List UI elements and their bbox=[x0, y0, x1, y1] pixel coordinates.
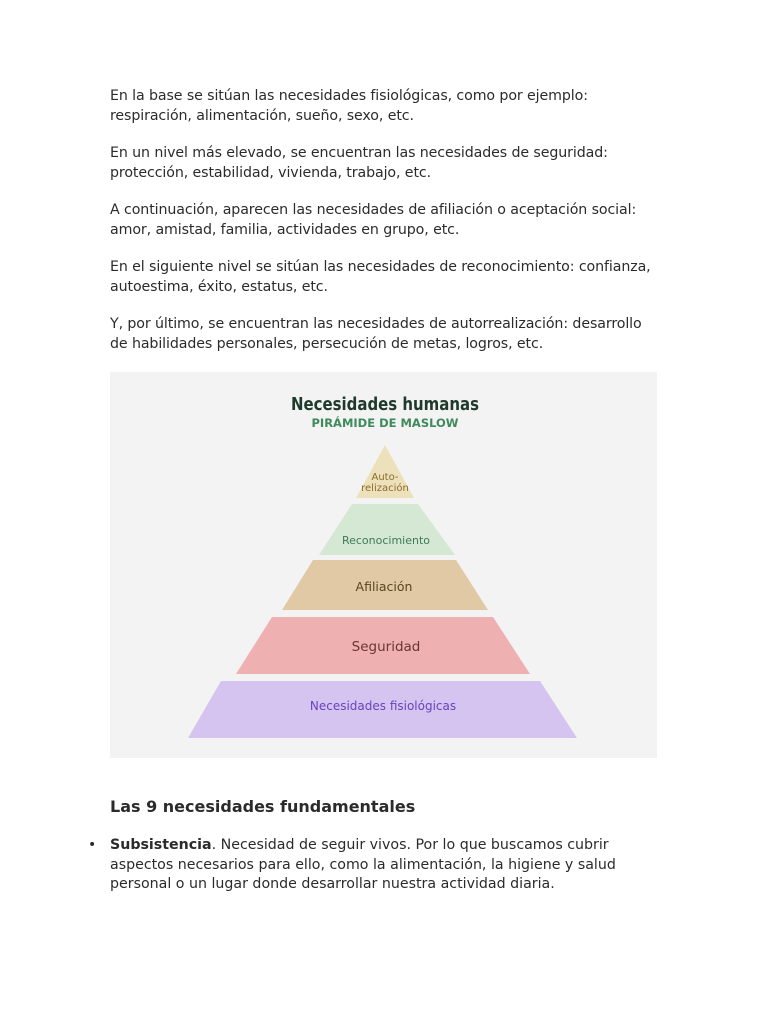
intro-paragraphs bbox=[110, 87, 658, 372]
pyramid-label-seguridad: Seguridad bbox=[351, 639, 421, 655]
bullet-marker: • bbox=[88, 837, 97, 853]
pyramid-level-reconocimiento bbox=[319, 504, 455, 555]
paragraph-seguridad: En un nivel más elevado, se encuentran las necesidades de seguridad: protección, estabilidad, vivienda, trabajo, etc. bbox=[110, 145, 608, 181]
list-item-text: . Necesidad de seguir vivos. Por lo que buscamos cubrir aspectos necesarios para ello, como la alimentación, la higiene y salud personal o un lugar donde desarrollar nuestra actividad diaria. bbox=[110, 837, 616, 892]
section-heading: Las 9 necesidades fundamentales bbox=[110, 797, 416, 816]
paragraph-autorrealizacion: Y, por último, se encuentran las necesidades de autorrealización: desarrollo de habilidades personales, persecución de metas, logros, etc. bbox=[110, 316, 642, 352]
pyramid-label-autorealizacion-line1: Auto- bbox=[371, 472, 399, 483]
maslow-pyramid-svg bbox=[110, 372, 657, 758]
figure-subtitle: PIRÁMIDE DE MASLOW bbox=[311, 416, 459, 430]
needs-list bbox=[88, 836, 658, 895]
pyramid-label-reconocimiento: Reconocimiento bbox=[341, 534, 431, 547]
paragraph-afiliacion: A continuación, aparecen las necesidades de afiliación o aceptación social: amor, amistad, familia, actividades en grupo, etc. bbox=[110, 202, 637, 238]
pyramid-label-autorealizacion-line2: relización bbox=[361, 483, 409, 494]
pyramid-label-fisiologicas: Necesidades fisiológicas bbox=[309, 699, 457, 713]
paragraph-reconocimiento: En el siguiente nivel se sitúan las necesidades de reconocimiento: confianza, autoestima, éxito, estatus, etc. bbox=[110, 259, 651, 295]
paragraph-base: En la base se sitúan las necesidades fisiológicas, como por ejemplo: respiración, alimentación, sueño, sexo, etc. bbox=[110, 88, 588, 124]
figure-title: Necesidades humanas bbox=[291, 393, 479, 415]
list-item-term: Subsistencia bbox=[110, 837, 212, 853]
pyramid-label-afiliacion: Afiliación bbox=[355, 579, 413, 594]
list-item bbox=[88, 836, 658, 895]
maslow-pyramid-figure bbox=[110, 372, 657, 758]
